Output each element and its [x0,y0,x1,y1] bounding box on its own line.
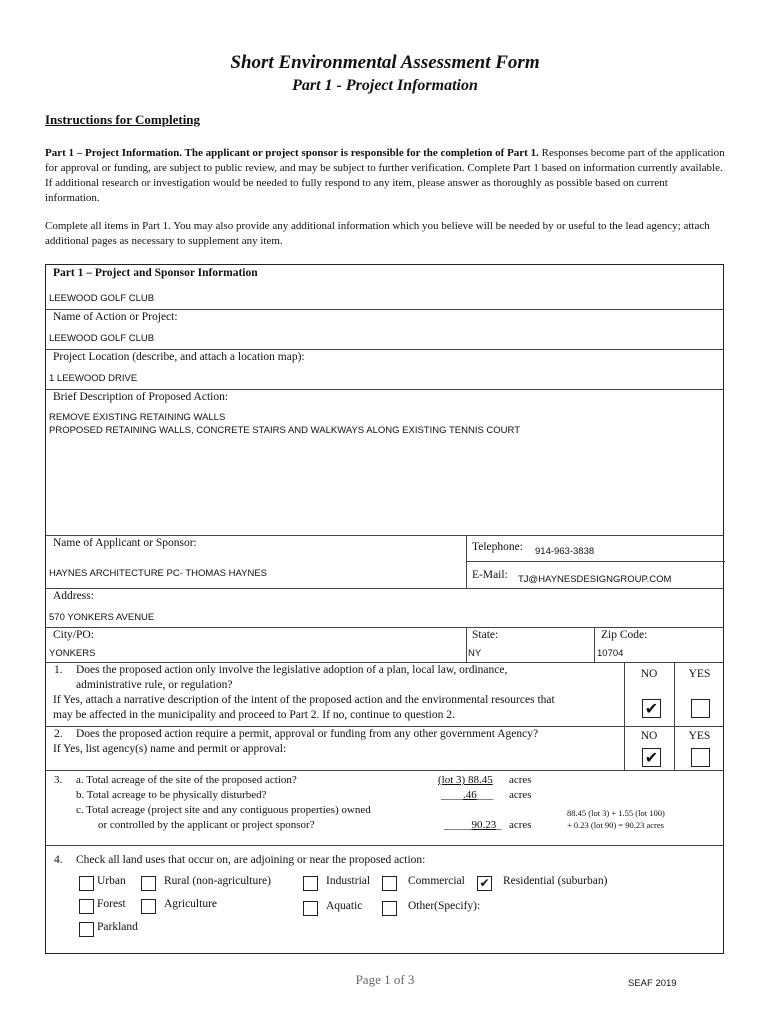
instructions-paragraph-1 [45,146,725,206]
project-location-value[interactable]: 1 LEEWOOD DRIVE [49,373,138,384]
rural-checkbox[interactable] [141,876,156,891]
aquatic-checkbox[interactable] [303,901,318,916]
q3a-unit: acres [509,774,532,786]
instructions-heading: Instructions for Completing [45,112,201,127]
action-name-value[interactable]: LEEWOOD GOLF CLUB [49,333,155,344]
q3c-unit: acres [509,819,532,831]
q3c-value: 90.23 [471,819,497,831]
q2-text-line-2: If Yes, list agency(s) name and permit or approval: [53,743,287,755]
q4-number: 4. [54,854,63,866]
telephone-label: Telephone: [472,541,523,553]
zip-value[interactable]: 10704 [597,648,624,659]
q3b-label: b. Total acreage to be physically disturbed? [76,789,267,801]
q1-no-checkbox[interactable]: ✔ [642,699,661,718]
description-label: Brief Description of Proposed Action: [53,391,229,403]
form-code: SEAF 2019 [628,978,677,989]
q1-text-line-1: Does the proposed action only involve the legislative adoption of a plan, local law, ordinance, [76,664,508,676]
state-label: State: [472,629,499,641]
commercial-label: Commercial [408,875,465,887]
q3-number: 3. [54,774,63,786]
q4-text: Check all land uses that occur on, are adjoining or near the proposed action: [76,854,426,866]
acreage-note-line-1: 88.45 (lot 3) + 1.55 (lot 100) [567,808,665,818]
residential-label: Residential (suburban) [503,875,608,887]
agriculture-checkbox[interactable] [141,899,156,914]
q1-text-line-3: If Yes, attach a narrative description of the intent of the proposed action and the environmental resources that [53,694,555,706]
residential-checkbox[interactable]: ✔ [477,876,492,891]
forest-label: Forest [97,898,126,910]
city-value[interactable]: YONKERS [49,648,96,659]
urban-label: Urban [97,875,126,887]
q1-text-line-4: may be affected in the municipality and proceed to Part 2. If no, continue to question 2. [53,709,455,721]
address-value[interactable]: 570 YONKERS AVENUE [49,612,155,623]
project-location-label: Project Location (describe, and attach a location map): [53,351,305,363]
q1-no-label: NO [640,668,658,680]
section-title: Part 1 – Project and Sponsor Information [53,267,258,279]
paragraph-1-bold: Part 1 – Project Information. The applicant or project sponsor is responsible for the completion of Part 1. [45,147,539,159]
other-checkbox[interactable] [382,901,397,916]
commercial-checkbox[interactable] [382,876,397,891]
page-number: Page 1 of 3 [355,972,415,987]
applicant-value[interactable]: HAYNES ARCHITECTURE PC- THOMAS HAYNES [49,568,268,579]
instructions-paragraph-2: Complete all items in Part 1. You may also provide any additional information which you believe will be needed by or useful to the lead agency; attach additional pages as necessary to supplement any item. [45,220,710,247]
rural-label: Rural (non-agriculture) [164,875,271,887]
description-line-1[interactable]: REMOVE EXISTING RETAINING WALLS [49,412,226,423]
q2-yes-checkbox[interactable] [691,748,710,767]
urban-checkbox[interactable] [79,876,94,891]
q3a-value[interactable]: (lot 3) 88.45 [438,774,493,786]
paragraph-1-body: Responses become part of the application for approval or funding, are subject to public review, and may be subject to further verification. Complete Part 1 based on information currently available. If additional research or investigation would be needed to fully respond to any item, please answer as thoroughly as possible based on current information. [45,147,725,204]
q2-number: 2. [54,728,63,740]
q2-text-line-1: Does the proposed action require a permit, approval or funding from any other government Agency? [76,728,539,740]
form-subtitle: Part 1 - Project Information [292,77,478,94]
q2-no-label: NO [640,730,658,742]
aquatic-label: Aquatic [326,900,363,912]
other-label: Other(Specify): [408,900,481,912]
q3c-label-line-1: c. Total acreage (project site and any contiguous properties) owned [76,804,371,816]
parkland-label: Parkland [97,921,138,933]
form-title: Short Environmental Assessment Form [230,52,540,73]
address-label: Address: [53,590,94,602]
acreage-note-line-2: + 0.23 (lot 90) = 90.23 acres [567,820,664,830]
sponsor-name-value[interactable]: LEEWOOD GOLF CLUB [49,293,155,304]
project-information-form [45,264,724,954]
industrial-checkbox[interactable] [303,876,318,891]
q1-yes-label: YES [688,668,711,680]
state-value[interactable]: NY [468,648,482,659]
zip-label: Zip Code: [601,629,648,641]
q3c-prefix-rule: _____ [444,819,472,831]
q1-number: 1. [54,664,63,676]
forest-checkbox[interactable] [79,899,94,914]
parkland-checkbox[interactable] [79,922,94,937]
q2-no-checkbox[interactable]: ✔ [642,748,661,767]
email-label: E-Mail: [472,569,508,581]
city-label: City/PO: [53,629,94,641]
agriculture-label: Agriculture [164,898,218,910]
description-line-2[interactable]: PROPOSED RETAINING WALLS, CONCRETE STAIRS AND WALKWAYS ALONG EXISTING TENNIS COURT [49,425,521,436]
q3b-value: .46 [463,789,477,801]
telephone-value[interactable]: 914-963-3838 [535,546,595,557]
applicant-label: Name of Applicant or Sponsor: [53,537,197,549]
q3c-label-line-2: or controlled by the applicant or project sponsor? [98,819,315,831]
q3b-field[interactable] [441,789,493,801]
industrial-label: Industrial [326,875,371,887]
q3b-prefix-rule: ____ [441,789,463,801]
q3b-suffix-rule: ___ [476,789,494,801]
q1-yes-checkbox[interactable] [691,699,710,718]
q3c-field[interactable] [444,819,502,831]
q3b-unit: acres [509,789,532,801]
action-name-label: Name of Action or Project: [53,311,178,323]
q3a-label: a. Total acreage of the site of the proposed action? [76,774,297,786]
q1-text-line-2: administrative rule, or regulation? [76,679,233,691]
email-value[interactable]: TJ@HAYNESDESIGNGROUP.COM [518,574,672,585]
q2-yes-label: YES [688,730,711,742]
q3c-suffix-rule: _ [496,819,502,831]
